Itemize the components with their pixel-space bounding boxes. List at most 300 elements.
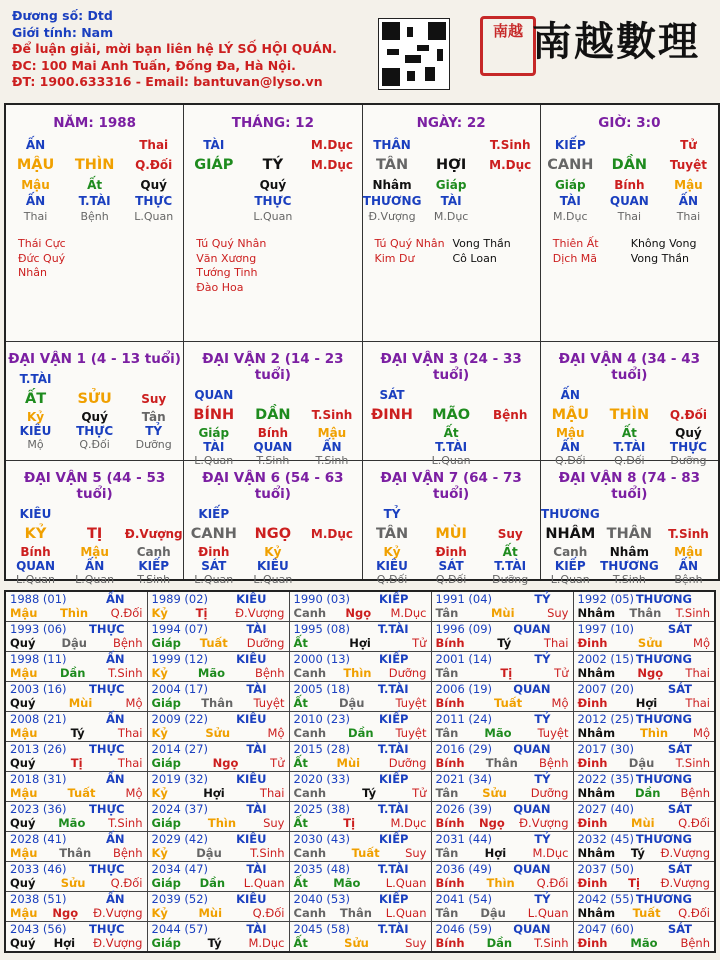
hidden-stage: Q.Đối [555,454,586,467]
brand-logo-text: 南越數理 [532,18,700,65]
luck-hidden-stem [481,545,539,587]
stage-stem: Thai [139,138,169,152]
hidden-ten-god: THỰC [669,440,707,454]
year-label: 2017 (30) [577,742,635,756]
hidden-stage: Q.Đối [79,438,110,451]
hidden-ten-god: T.TÀI [494,559,527,573]
year-stage: M.Dục [390,606,427,620]
year-branch: Mùi [631,816,655,830]
year-cell [147,892,289,922]
year-label: 2023 (36) [10,802,67,816]
year-label: 2014 (27) [151,742,209,756]
year-branch: Dậu [196,846,222,860]
luck-hidden-stem [65,410,123,452]
hidden-stem-name: Ất [87,178,103,192]
year-stem: Bính [435,936,465,950]
year-stem: Mậu [10,846,38,860]
luck-pillar-title: ĐẠI VẬN 3 (24 - 33 tuổi) [380,351,522,383]
year-cell [573,591,715,622]
luck-top-row [363,387,540,403]
hidden-stage: Dưỡng [670,454,707,467]
luck-hidden-stem [541,545,599,587]
year-branch: Sửu [205,726,231,740]
luck-pillar-cell [363,461,541,586]
year-stage: Đ.Vượng [93,936,143,950]
year-ten-god: THỰC [88,922,125,936]
year-stage: Mộ [693,636,710,650]
year-stage: Tuyệt [395,696,427,710]
year-top-line [578,622,711,636]
year-bottom-line [436,846,569,860]
spacer [124,371,182,387]
luck-branch: MÙI [435,526,467,542]
year-ten-god: TÀI [246,802,267,816]
year-cell [431,892,573,922]
year-label: 1996 (09) [435,622,493,636]
stars-col-2 [631,237,697,266]
year-label: 2046 (59) [435,922,493,936]
year-cell [573,892,715,922]
luck-pillar-title: ĐẠI VẬN 7 (64 - 73 tuổi) [380,470,522,502]
year-top-line [152,862,285,876]
year-label: 2029 (42) [151,832,209,846]
year-row [5,862,715,892]
year-stem: Quý [10,696,36,710]
year-stem: Đinh [577,816,608,830]
stars-block [6,237,183,281]
pillar-stem-branch-row [184,157,361,173]
year-bottom-line [10,636,143,650]
ten-god-stem: ẤN [25,138,46,152]
year-branch: Tuất [351,846,380,860]
year-cell [431,591,573,622]
hidden-stem-name: Nhâm [372,178,412,192]
year-branch: Tý [362,786,377,800]
year-label: 2045 (58) [293,922,351,936]
star-name: Không Vong [630,237,697,250]
year-label: 2022 (35) [577,772,635,786]
year-stem: Nhâm [577,786,616,800]
year-ten-god: THƯƠNG [635,712,692,726]
year-label: 2026 (39) [435,802,493,816]
hidden-stem-name: Mậu [317,426,347,440]
year-bottom-line [10,906,143,920]
hidden-ten-god: KIÊU [257,559,289,573]
luck-pillar-title: ĐẠI VẬN 2 (14 - 23 tuổi) [202,351,344,383]
year-bottom-line [578,846,711,860]
luck-pillar-title: ĐẠI VẬN 1 (4 - 13 tuổi) [8,351,181,367]
year-label: 2032 (45) [577,832,635,846]
hidden-ten-god: TÀI [440,194,462,208]
year-stem: Quý [10,756,36,770]
year-stage: L.Quan [385,906,427,920]
year-cell [147,622,289,652]
ten-god-stem: KIẾP [554,138,586,152]
luck-pillar-cell [541,342,718,467]
spacer [422,387,480,403]
hidden-stem-name: Canh [553,545,588,559]
year-top-line [294,652,427,666]
spacer [481,506,539,522]
year-top-line [10,802,143,816]
year-stem: Tân [435,606,459,620]
year-top-line [152,772,285,786]
year-cell [431,922,573,953]
hidden-stem-name: Ất [502,545,518,559]
year-bottom-line [578,726,711,740]
hidden-ten-god: TỶ [145,424,163,438]
hidden-stem-name: Mậu [674,545,703,559]
hidden-stem-name: Bính [614,178,645,192]
year-top-line [578,712,711,726]
luck-branch: NGỌ [254,526,292,542]
hidden-stem [422,177,480,225]
year-stem: Giáp [151,816,181,830]
year-label: 2037 (50) [577,862,635,876]
year-top-line [436,832,569,846]
year-cell [431,832,573,862]
year-stage: Q.Đối [110,876,143,890]
earthly-branch: HỢI [436,157,467,173]
year-stem: Tân [435,786,459,800]
year-ten-god: TÀI [246,682,267,696]
luck-branch: MÃO [432,407,471,423]
year-branch: Ngọ [212,756,239,770]
year-stage: Bệnh [538,756,569,770]
luck-pillar-title: ĐẠI VẬN 4 (34 - 43 tuổi) [558,351,700,383]
year-bottom-line [578,906,711,920]
year-ten-god: ẤN [105,832,125,846]
year-ten-god: KIÊU [236,832,267,846]
year-label: 2031 (44) [435,832,493,846]
spacer [659,387,717,403]
star-name: Tú Quý Nhân [374,237,445,250]
year-bottom-line [294,906,427,920]
year-ten-god: QUAN [513,802,551,816]
luck-pillar-title: ĐẠI VẬN 5 (44 - 53 tuổi) [24,470,166,502]
year-cell [147,862,289,892]
year-label: 2011 (24) [435,712,493,726]
year-stage: Q.Đối [252,906,285,920]
year-cell [147,922,289,953]
hidden-stage: L.Quan [431,454,471,467]
year-top-line [10,922,143,936]
stars-block [184,237,361,295]
star-name: Thái Cực [18,237,66,250]
hidden-ten-god: QUAN [609,194,649,208]
year-branch: Dậu [61,636,87,650]
spacer [600,387,658,403]
year-top-line [294,862,427,876]
luck-ten-god: T.TÀI [19,372,52,386]
year-stem: Tân [435,666,459,680]
year-label: 2035 (48) [293,862,351,876]
hidden-ten-god: ẤN [322,440,342,454]
year-stage: Tử [270,756,285,770]
year-stem: Mậu [10,726,38,740]
year-stem: Canh [293,666,327,680]
year-stem: Giáp [151,636,181,650]
year-stem: Quý [10,816,36,830]
year-top-line [436,622,569,636]
hidden-stem [303,177,361,225]
year-branch: Mão [58,816,86,830]
stars-block [541,237,718,266]
hidden-stem-name: Quý [675,426,702,440]
hidden-ten-god: SÁT [438,559,464,573]
year-cell [573,622,715,652]
luck-stem: ĐINH [371,407,413,423]
year-branch: Tuất [67,786,96,800]
year-bottom-line [436,696,569,710]
year-top-line [294,892,427,906]
year-top-line [436,802,569,816]
luck-hidden-row [363,545,540,587]
year-bottom-line [10,816,143,830]
year-bottom-line [152,786,285,800]
hidden-stems-row [6,177,183,225]
year-bottom-line [152,936,285,950]
year-stem: Đinh [577,936,608,950]
luck-hidden-row [184,545,361,587]
year-cell [5,652,147,682]
year-bottom-line [10,726,143,740]
year-stem: Ất [293,876,308,890]
year-cell [147,591,289,622]
luck-stage: Suy [497,527,523,541]
year-ten-god: THỰC [88,682,125,696]
hidden-ten-god: T.TÀI [435,440,468,454]
hidden-stem-name: Kỷ [383,545,401,559]
year-branch: Thân [59,846,92,860]
year-branch: Mùi [336,756,361,770]
year-label: 2007 (20) [577,682,635,696]
year-top-line [578,922,711,936]
year-bottom-line [294,666,427,680]
year-label: 2021 (34) [435,772,493,786]
year-ten-god: T.TÀI [377,922,409,936]
luck-top-row [541,387,718,403]
year-cell [5,591,147,622]
year-ten-god: KIÊU [236,892,267,906]
year-branch: Tuất [199,636,228,650]
luck-stage: T.Sinh [668,527,709,541]
year-label: 2033 (46) [10,862,67,876]
hidden-stem [124,177,182,225]
year-label: 2044 (57) [151,922,209,936]
year-stem: Quý [10,876,36,890]
year-ten-god: TÀI [246,862,267,876]
year-branch: Mão [630,936,658,950]
luck-stem: NHÂM [545,526,596,542]
red-seal-stamp: 南越 [480,16,536,76]
year-stage: Q.Đối [536,876,569,890]
qr-code-icon [378,18,450,90]
year-stem: Kỷ [151,906,168,920]
hidden-stage: Đ.Vượng [368,210,416,223]
year-stem: Ất [293,756,308,770]
hidden-ten-god: TÀI [559,194,581,208]
year-label: 2015 (28) [293,742,351,756]
year-top-line [10,682,143,696]
year-ten-god: T.TÀI [377,622,409,636]
star-name: Đào Hoa [196,280,244,294]
hidden-stage: L.Quan [253,210,293,223]
year-label: 2041 (54) [435,892,493,906]
year-label: 1991 (04) [435,592,493,606]
year-ten-god: THƯƠNG [635,652,692,666]
year-branch: Ngọ [345,606,372,620]
luck-hidden-stem [185,545,243,587]
year-branch: Tý [497,636,512,650]
ten-god-stem: TÀI [203,138,225,152]
year-cell [147,772,289,802]
pillar-cell [363,105,541,342]
hidden-stem-name: Mậu [80,545,109,559]
year-top-line [152,832,285,846]
hidden-stem-name: Kỷ [26,410,45,424]
year-ten-god: KIẾP [379,892,409,906]
year-stem: Mậu [10,906,38,920]
year-label: 2004 (17) [151,682,209,696]
year-stage: Q.Đối [110,606,143,620]
year-branch: Sửu [482,786,507,800]
year-top-line [436,772,569,786]
luck-top-row [6,506,183,522]
year-stage: Thai [259,786,285,800]
year-top-line [436,862,569,876]
year-label: 2020 (33) [293,772,351,786]
year-stem: Đinh [577,756,608,770]
luck-hidden-row [6,410,183,452]
year-stage: Q.Đối [678,906,710,920]
luck-pillar-title: ĐẠI VẬN 8 (74 - 83 tuổi) [558,470,700,502]
year-branch: Sửu [60,876,86,890]
gender-value: Nam [81,24,114,40]
star-name: Đức Quý Nhân [18,251,66,279]
year-ten-god: SÁT [667,802,692,816]
year-bottom-line [10,666,143,680]
year-stage: Tử [412,636,427,650]
year-cell [147,682,289,712]
luck-stem-branch-row [184,407,361,423]
year-top-line [152,652,285,666]
spacer [422,506,480,522]
heavenly-stem: TÂN [375,157,409,173]
year-bottom-line [578,786,711,800]
pillar-top-row [184,137,361,153]
spacer [481,387,539,403]
year-ten-god: KIẾP [379,592,409,606]
year-stem: Canh [293,606,327,620]
year-stage: Đ.Vượng [660,876,710,890]
phone-email-line[interactable]: ĐT: 1900.633316 - Email: bantuvan@lyso.vn [12,74,323,89]
year-label: 2010 (23) [293,712,351,726]
year-row [5,652,715,682]
hidden-stage: L.Quan [253,573,293,586]
year-cell [147,712,289,742]
year-stem: Kỷ [151,846,168,860]
year-stage: Bệnh [680,936,710,950]
year-cell [147,652,289,682]
year-stem: Kỷ [151,726,168,740]
year-stage: Dưỡng [246,636,285,650]
year-label: 1995 (08) [293,622,351,636]
year-stage: M.Dục [390,816,427,830]
hidden-stem [363,177,421,225]
year-cell [289,591,431,622]
year-branch: Hợi [203,786,225,800]
hidden-ten-god: ẤN [84,559,105,573]
hidden-stage: Thai [617,210,642,223]
year-bottom-line [578,936,711,950]
year-bottom-line [152,696,285,710]
year-label: 1988 (01) [10,592,67,606]
hidden-stem [65,177,123,225]
year-stem: Ất [293,816,308,830]
hidden-stage: L.Quan [134,210,174,223]
luck-ten-god: KIẾP [198,507,230,521]
luck-ten-god: THƯƠNG [541,507,600,521]
year-top-line [152,742,285,756]
year-label: 2042 (55) [577,892,635,906]
year-bottom-line [294,636,427,650]
year-cell [431,712,573,742]
year-ten-god: THƯƠNG [635,592,692,606]
hidden-stem-name: Đinh [198,545,230,559]
luck-top-row [541,506,718,522]
luck-stem-branch-row [6,391,183,407]
year-stem: Đinh [577,876,608,890]
year-cell [5,802,147,832]
year-branch: Dậu [480,906,506,920]
year-stem: Nhâm [577,906,616,920]
earthly-branch: DẦN [611,157,648,173]
year-ten-god: THỰC [88,862,125,876]
year-stage: Thai [117,726,143,740]
year-top-line [10,652,143,666]
luck-ten-god: TỶ [383,507,401,521]
luck-pillar-cell [184,342,362,467]
year-stage: Tuyệt [253,696,285,710]
year-ten-god: SÁT [667,682,692,696]
luck-pillar-title: ĐẠI VẬN 6 (54 - 63 tuổi) [202,470,344,502]
year-stem: Canh [293,726,327,740]
hidden-stem-name: Quý [81,410,108,424]
year-stem: Giáp [151,756,181,770]
stars-col-1 [375,237,453,266]
year-cell [289,772,431,802]
year-bottom-line [152,666,285,680]
year-stage: Tử [554,666,569,680]
year-branch: Thân [339,906,372,920]
gender-label: Giới tính: [12,24,77,40]
year-ten-god: KIÊU [236,712,267,726]
hidden-stem-name: Quý [259,178,287,192]
year-branch: Tý [630,846,645,860]
pillar-stem-branch-row [363,157,540,173]
year-ten-god: KIÊU [236,592,267,606]
hidden-ten-god: ẤN [678,559,699,573]
year-bottom-line [152,726,285,740]
annual-luck-table [4,590,716,953]
year-top-line [578,802,711,816]
star-name: Thiên Ất [552,237,599,250]
year-branch: Tị [70,756,83,770]
year-bottom-line [578,696,711,710]
year-branch: Dần [635,786,661,800]
year-top-line [152,622,285,636]
